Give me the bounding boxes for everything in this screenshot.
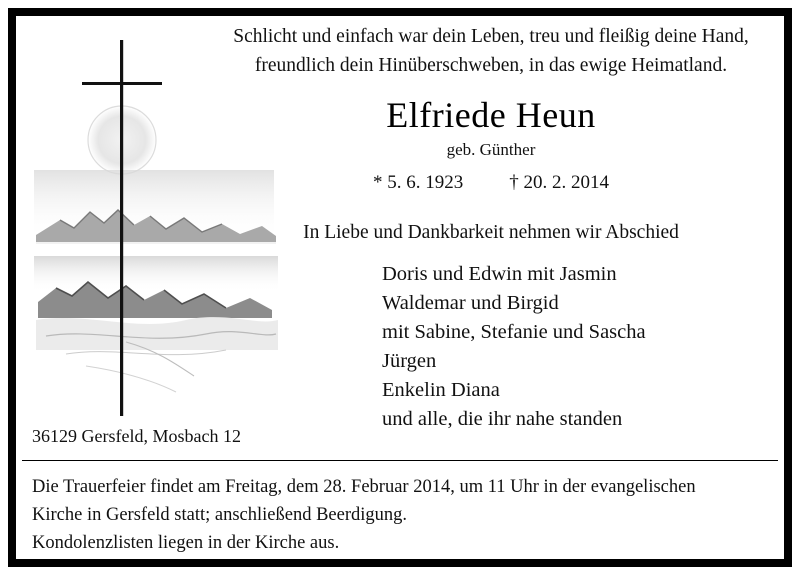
list-item: und alle, die ihr nahe standen — [382, 408, 623, 431]
notice-inner — [16, 16, 784, 559]
farewell-text: In Liebe und Dankbarkeit nehmen wir Abschied — [303, 221, 679, 243]
divider — [22, 460, 778, 461]
life-dates — [206, 172, 776, 194]
address: 36129 Gersfeld, Mosbach 12 — [32, 426, 241, 446]
service-line-1: Die Trauerfeier findet am Freitag, dem 28. Februar 2014, um 11 Uhr in der evangelischen — [32, 477, 696, 497]
death-date: † 20. 2. 2014 — [509, 171, 609, 193]
service-line-2: Kirche in Gersfeld statt; anschließend Beerdigung. — [32, 504, 408, 525]
birth-date: * 5. 6. 1923 — [373, 171, 464, 193]
list-item: Jürgen — [382, 350, 437, 373]
list-item: Doris und Edwin mit Jasmin — [382, 262, 617, 285]
notice-top-area — [16, 16, 784, 431]
main-text-block — [206, 22, 776, 435]
list-item: Enkelin Diana — [382, 379, 500, 402]
list-item: Waldemar und Birgid — [382, 292, 559, 314]
verse-line-1: Schlicht und einfach war dein Leben, treu und fleißig deine Hand, — [233, 26, 749, 47]
deceased-maiden-name: geb. Günther — [446, 139, 536, 159]
deceased-name: Elfriede Heun — [386, 94, 596, 135]
verse-line-2: freundlich dein Hinüberschweben, in das ewige Heimatland. — [254, 55, 728, 77]
verse — [206, 22, 776, 81]
list-item: mit Sabine, Stefanie und Sascha — [382, 321, 646, 344]
survivors-list — [206, 260, 776, 435]
service-details — [32, 474, 768, 557]
service-line-3: Kondolenzlisten liegen in der Kirche aus. — [32, 532, 340, 553]
